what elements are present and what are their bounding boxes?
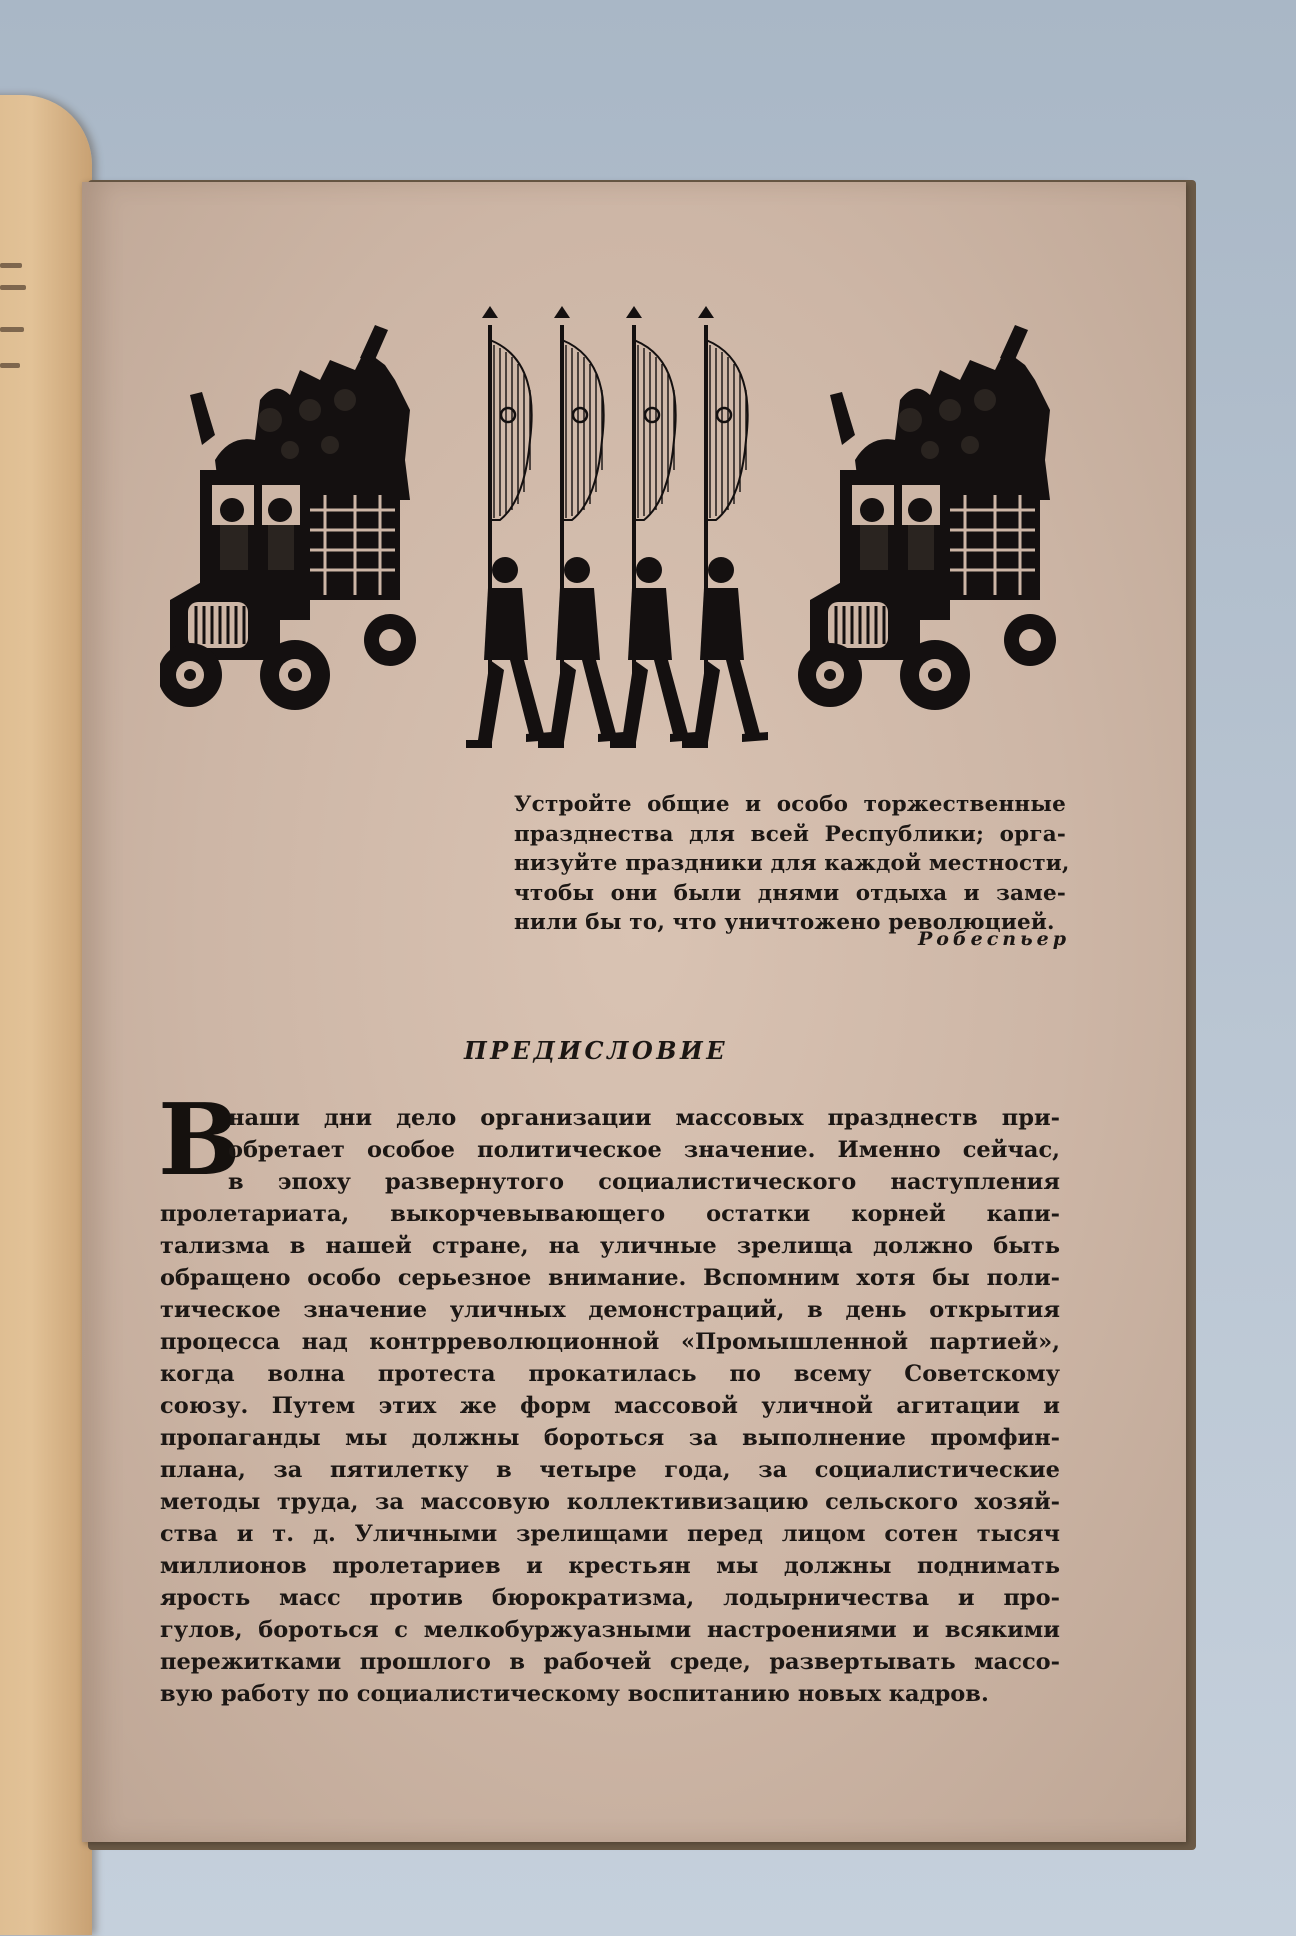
body-line: ства и т. д. Уличными зрелищами перед лицом сотен тысяч — [160, 1521, 1060, 1547]
truck-left-drawing — [160, 325, 416, 710]
body-line: когда волна протеста прокатилась по всему Советскому — [160, 1361, 1060, 1387]
epigraph-line: чтобы они были днями отдыха и заме- — [514, 880, 1066, 906]
body-line: пролетариата, выкорчевывающего остатки корней капи- — [160, 1201, 1060, 1227]
drop-cap: В — [158, 1083, 241, 1198]
body-text — [160, 1102, 1060, 1710]
body-line: ярость масс против бюрократизма, лодырничества и про- — [160, 1585, 1060, 1611]
flag-bearer-drawing — [610, 306, 696, 748]
facing-page-edge — [0, 95, 92, 1935]
body-line: плана, за пятилетку в четыре года, за социалистические — [160, 1457, 1060, 1483]
body-line: в эпоху развернутого социалистического наступления — [228, 1169, 1060, 1195]
epigraph-line: празднества для всей Республики; орга- — [514, 821, 1066, 847]
section-heading: ПРЕДИСЛОВИЕ — [464, 1036, 729, 1065]
body-line: наши дни дело организации массовых празднеств при- — [228, 1105, 1060, 1131]
parade-illustration — [160, 300, 1090, 760]
flag-bearer-drawing — [682, 306, 768, 748]
body-line: методы труда, за массовую коллективизацию сельского хозяй- — [160, 1489, 1060, 1515]
facing-page-text-fragment — [0, 263, 22, 268]
epigraph-author: Робеспьер — [917, 928, 1070, 950]
facing-page-text-fragment — [0, 285, 26, 290]
epigraph-line: Устройте общие и особо торжественные — [514, 792, 1066, 817]
body-line: обретает особое политическое значение. Именно сейчас, — [228, 1137, 1060, 1163]
epigraph — [514, 790, 1070, 938]
body-line: гулов, бороться с мелкобуржуазными настроениями и всякими — [160, 1617, 1060, 1643]
body-line: союзу. Путем этих же форм массовой уличной агитации и — [160, 1393, 1060, 1419]
facing-page-text-fragment — [0, 327, 24, 332]
body-line: тализма в нашей стране, на уличные зрелища должно быть — [160, 1233, 1060, 1259]
body-line: миллионов пролетариев и крестьян мы должны поднимать — [160, 1553, 1060, 1579]
body-line: вую работу по социалистическому воспитанию новых кадров. — [160, 1681, 989, 1707]
body-line: тическое значение уличных демонстраций, в день открытия — [160, 1297, 1060, 1323]
body-line: процесса над контрреволюционной «Промышленной партией», — [160, 1329, 1060, 1355]
body-line: пропаганды мы должны бороться за выполнение промфин- — [160, 1425, 1060, 1451]
epigraph-line: низуйте праздники для каждой местности, — [514, 851, 1070, 876]
flag-bearer-drawing — [538, 306, 624, 748]
flag-bearer-drawing — [466, 306, 552, 748]
epigraph-line: нили бы то, что уничтожено революцией. — [514, 910, 1055, 935]
facing-page-text-fragment — [0, 363, 20, 368]
truck-right-drawing — [798, 325, 1056, 710]
body-line: обращено особо серьезное внимание. Вспомним хотя бы поли- — [160, 1265, 1060, 1291]
body-line: пережитками прошлого в рабочей среде, развертывать массо- — [160, 1649, 1060, 1675]
